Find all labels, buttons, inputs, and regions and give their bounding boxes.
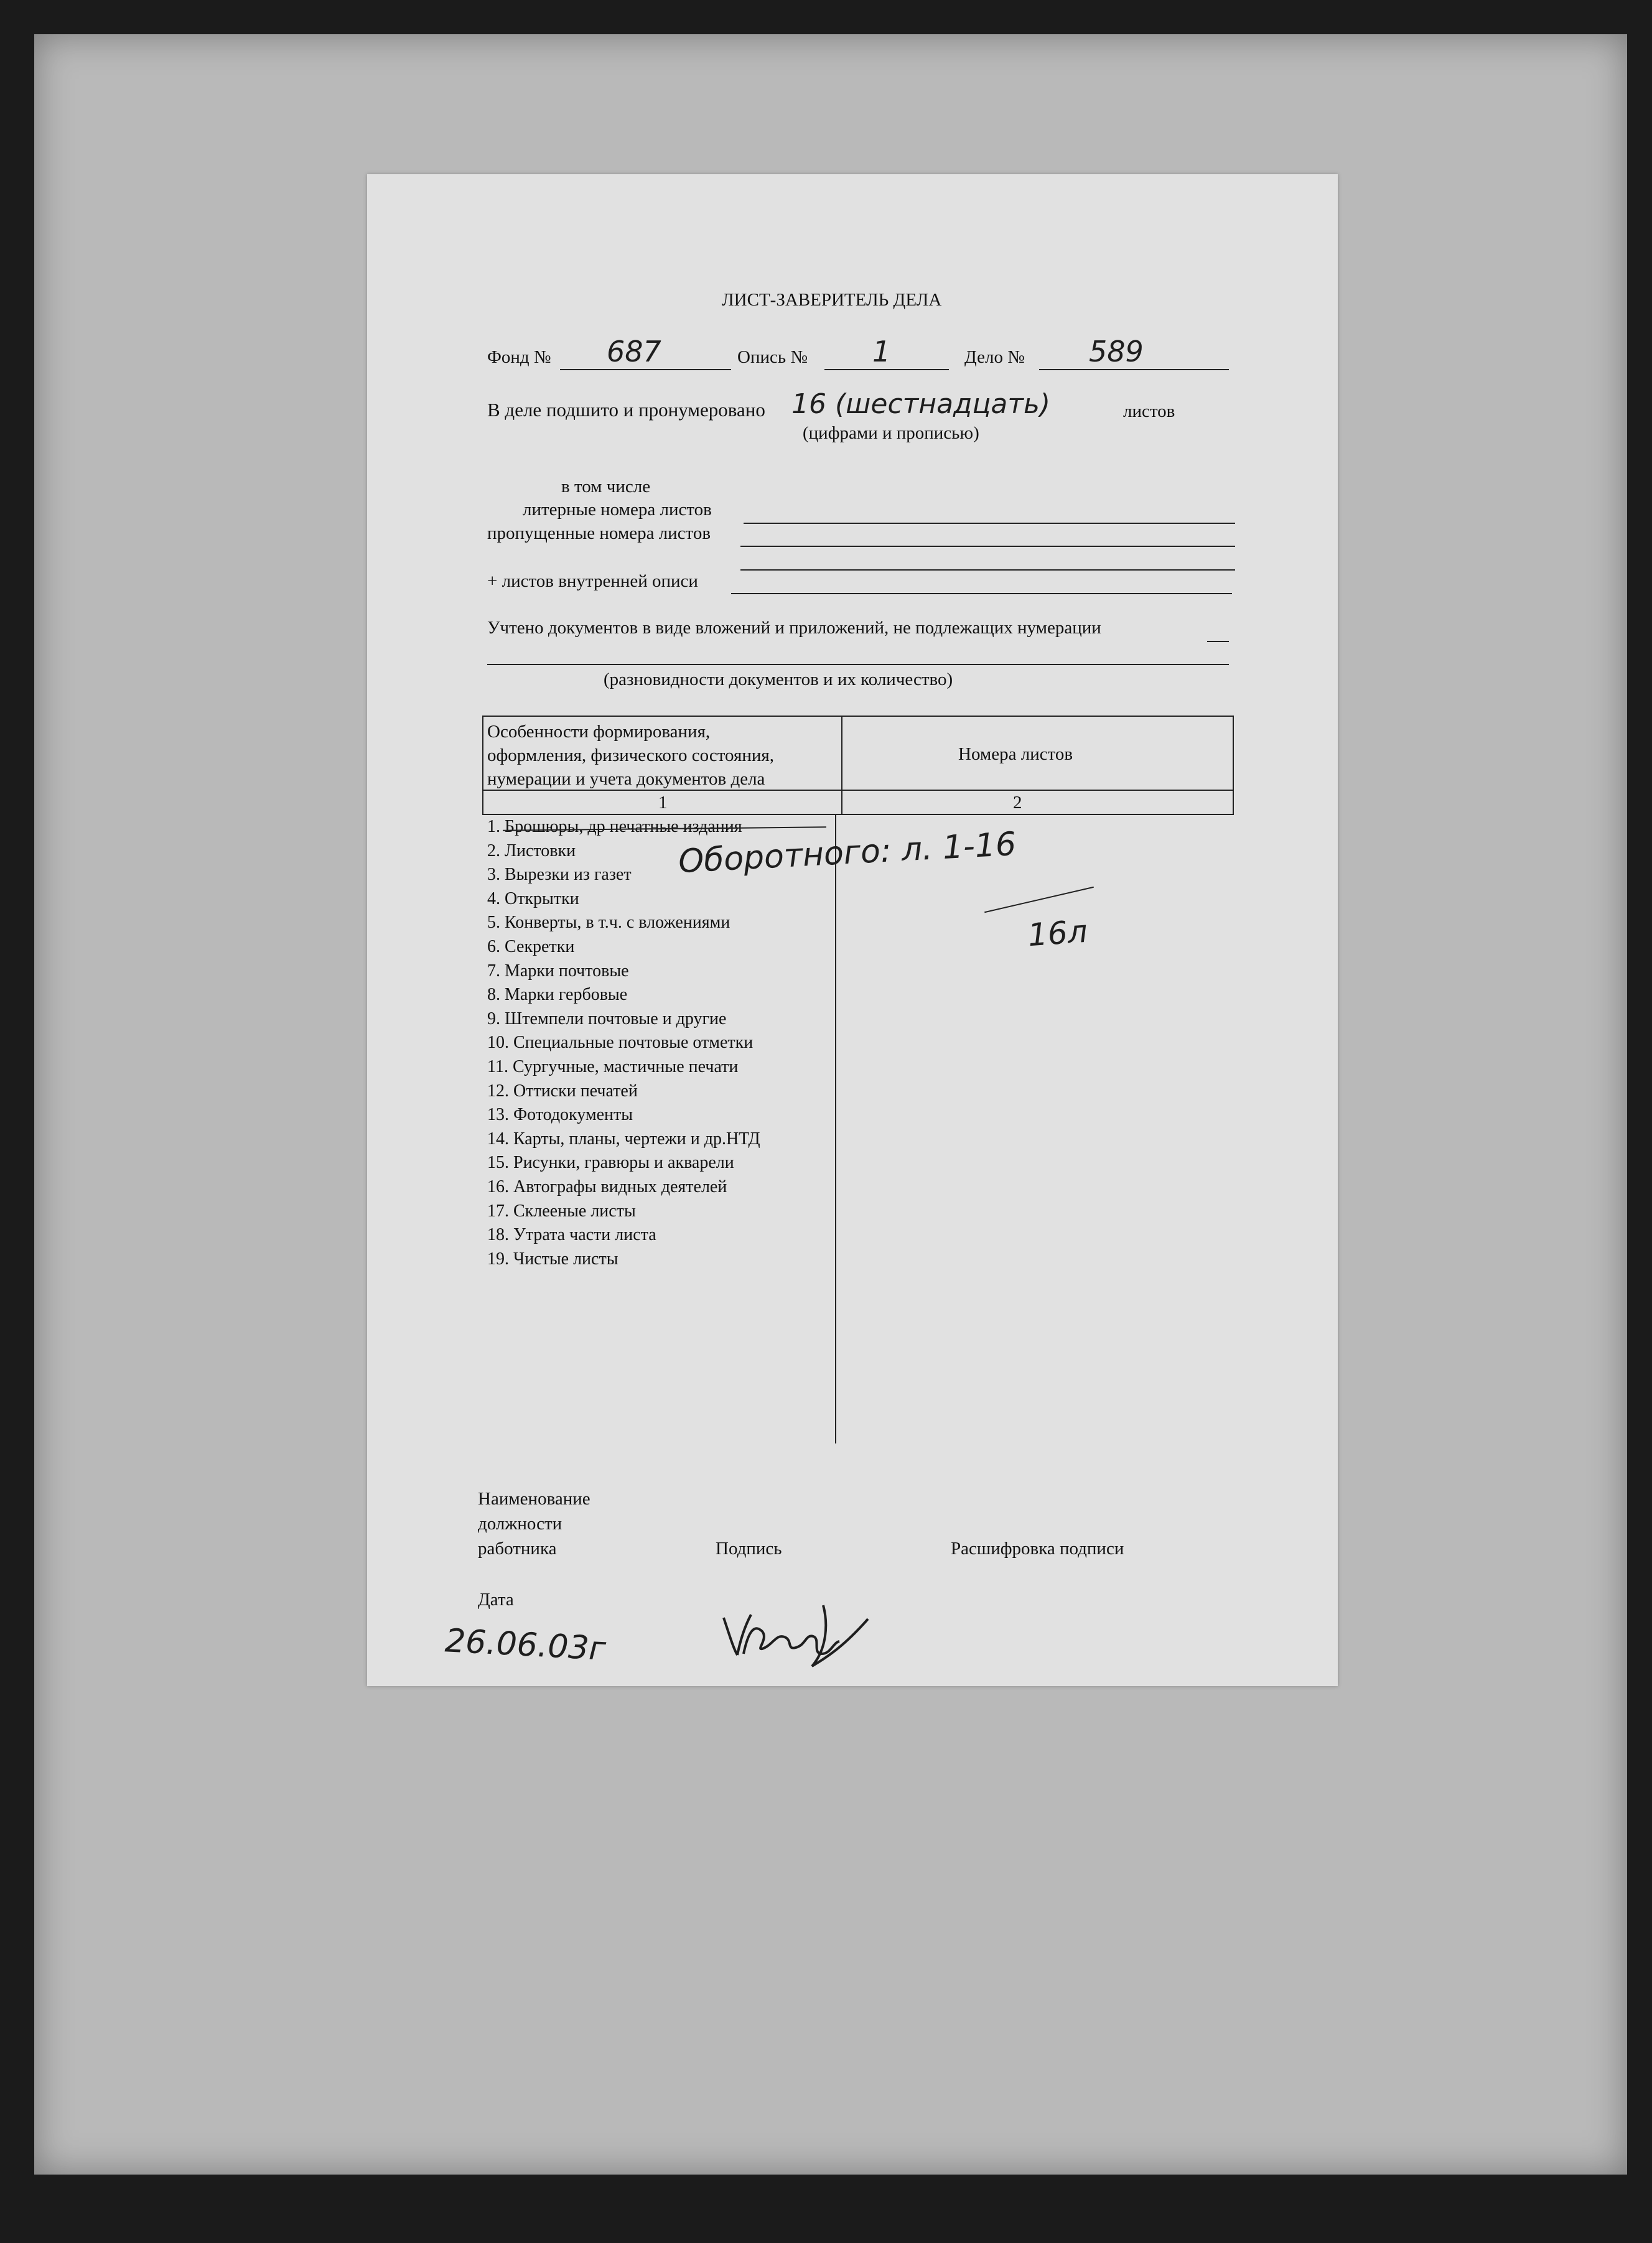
signature-scribble bbox=[719, 1580, 880, 1680]
list-item: 15. Рисунки, гравюры и акварели bbox=[487, 1153, 734, 1173]
counted-hint: (разновидности документов и их количество) bbox=[604, 669, 953, 689]
list-item: 16. Автографы видных деятелей bbox=[487, 1177, 727, 1196]
position-line-1: Наименование bbox=[478, 1489, 590, 1509]
opis-underline bbox=[824, 369, 949, 370]
list-item: 5. Конверты, в т.ч. с вложениями bbox=[487, 913, 730, 933]
counted-underline bbox=[487, 664, 1229, 665]
col1-header-line-2: оформления, физического состояния, bbox=[487, 745, 774, 765]
missing-underline bbox=[740, 546, 1235, 547]
fond-label: Фонд № bbox=[487, 347, 551, 367]
incl-label: в том числе bbox=[561, 477, 651, 497]
list-item: 2. Листовки bbox=[487, 841, 576, 860]
decode-label: Расшифровка подписи bbox=[951, 1539, 1124, 1559]
sheets-hint: (цифрами и прописью) bbox=[803, 423, 979, 443]
inner-label: + листов внутренней описи bbox=[487, 571, 698, 591]
list-item: 6. Секретки bbox=[487, 937, 575, 956]
list-item: 11. Сургучные, мастичные печати bbox=[487, 1057, 739, 1076]
opis-label: Опись № bbox=[737, 347, 808, 367]
col2-number: 2 bbox=[1013, 793, 1022, 813]
list-item: 12. Оттиски печатей bbox=[487, 1081, 638, 1101]
table-body-divider bbox=[835, 815, 836, 1443]
fond-value: 687 bbox=[607, 335, 661, 368]
date-label: Дата bbox=[478, 1590, 514, 1610]
delo-underline bbox=[1039, 369, 1229, 370]
sheets-prefix: В деле подшито и пронумеровано bbox=[487, 399, 765, 421]
fond-underline bbox=[560, 369, 731, 370]
sheets-suffix: листов bbox=[1123, 401, 1175, 421]
list-item: 17. Склееные листы bbox=[487, 1201, 636, 1221]
position-line-2: должности bbox=[478, 1514, 562, 1534]
position-line-3: работника bbox=[478, 1539, 557, 1559]
list-item: 3. Вырезки из газет bbox=[487, 865, 632, 885]
inner-underline bbox=[731, 593, 1232, 594]
date-value: 26.06.03г bbox=[444, 1622, 607, 1668]
handwritten-total-rule bbox=[984, 887, 1094, 913]
table-header-rule bbox=[482, 790, 1234, 791]
form-title: ЛИСТ-ЗАВЕРИТЕЛЬ ДЕЛА bbox=[722, 290, 942, 310]
archive-board bbox=[34, 34, 1627, 2175]
certification-sheet bbox=[367, 174, 1338, 1686]
missing-underline-2 bbox=[740, 569, 1235, 571]
list-item: 10. Специальные почтовые отметки bbox=[487, 1033, 754, 1053]
list-item: 7. Марки почтовые bbox=[487, 961, 629, 981]
sheets-value: 16 (шестнадцать) bbox=[791, 388, 1051, 420]
table-header-divider bbox=[841, 716, 842, 815]
list-item: 14. Карты, планы, чертежи и др.НТД bbox=[487, 1129, 760, 1149]
handwritten-total: 16л bbox=[1027, 913, 1089, 954]
counted-underline-end bbox=[1207, 641, 1229, 642]
list-item: 1. Брошюры, др печатные издания bbox=[487, 817, 742, 836]
col2-header: Номера листов bbox=[958, 744, 1073, 764]
counted-label: Учтено документов в виде вложений и приложений, не подлежащих нумерации bbox=[487, 618, 1101, 638]
missing-label: пропущенные номера листов bbox=[487, 523, 711, 543]
list-item: 18. Утрата части листа bbox=[487, 1225, 656, 1245]
col1-number: 1 bbox=[658, 793, 668, 813]
delo-label: Дело № bbox=[964, 347, 1025, 367]
handwritten-note: Оборотного: л. 1-16 bbox=[677, 825, 1017, 881]
letter-label: литерные номера листов bbox=[523, 500, 712, 520]
delo-value: 589 bbox=[1089, 335, 1144, 368]
letter-underline bbox=[744, 523, 1235, 524]
opis-value: 1 bbox=[872, 335, 891, 368]
list-item: 8. Марки гербовые bbox=[487, 985, 628, 1005]
list-item: 9. Штемпели почтовые и другие bbox=[487, 1009, 727, 1028]
list-item: 19. Чистые листы bbox=[487, 1249, 618, 1269]
list-item: 13. Фотодокументы bbox=[487, 1105, 633, 1125]
signature-label: Подпись bbox=[716, 1539, 782, 1559]
list-item: 4. Открытки bbox=[487, 888, 579, 908]
col1-header-line-1: Особенности формирования, bbox=[487, 722, 711, 742]
col1-header-line-3: нумерации и учета документов дела bbox=[487, 769, 765, 789]
